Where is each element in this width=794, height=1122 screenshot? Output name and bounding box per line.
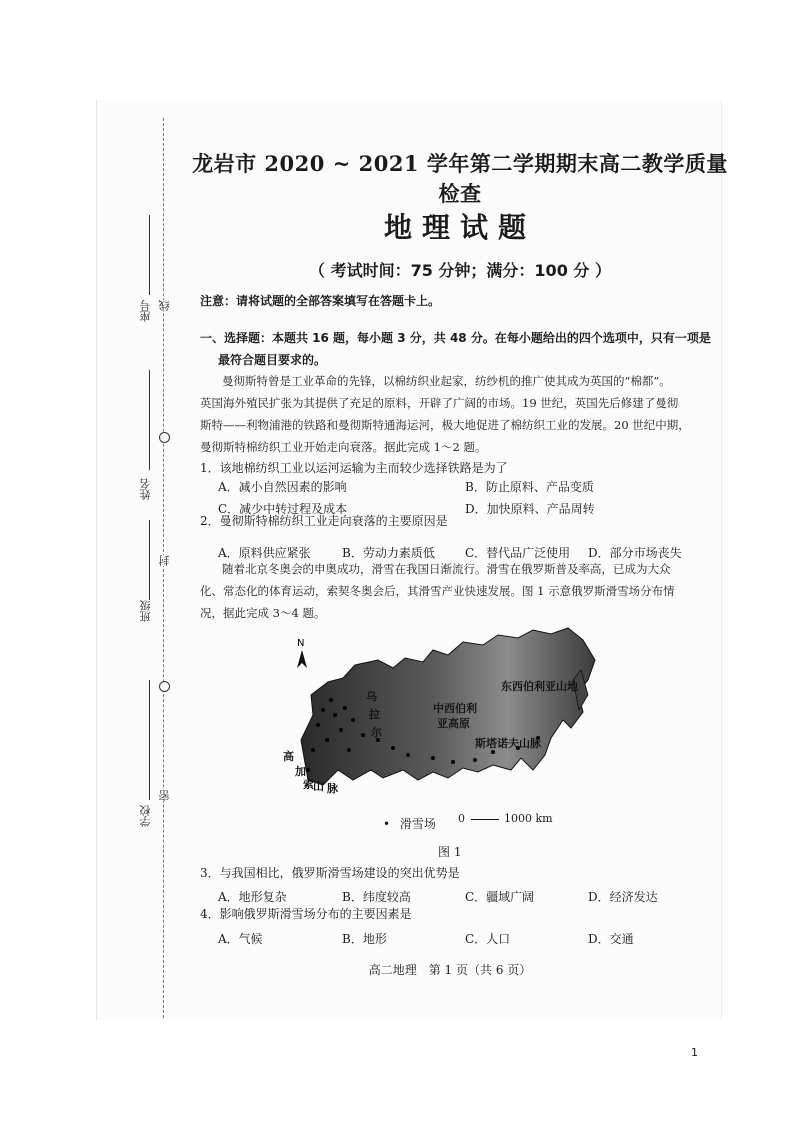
time-info: （ 考试时间：75 分钟；满分：100 分 ） — [309, 261, 611, 280]
q2-option-b: B．劳动力素质低 — [342, 546, 435, 560]
binding-hole-2 — [159, 681, 170, 692]
passage-2-line: 况，据此完成 3～4 题。 — [200, 606, 326, 620]
ski-resort-point — [339, 728, 343, 732]
label-central-siberian-2: 亚高原 — [437, 717, 470, 730]
north-label: N — [297, 638, 305, 649]
figure-caption: 图 1 — [438, 845, 462, 859]
passage-2-line: 随着北京冬奥会的申奥成功，滑雪在我国日渐流行。滑雪在俄罗斯普及率高，已成为大众 — [222, 562, 671, 576]
q3-option-b: B．纬度较高 — [342, 890, 411, 904]
subject-title: 地理试题 — [383, 211, 536, 244]
ski-resort-point — [351, 718, 355, 722]
ski-resort-legend-icon: • — [383, 817, 391, 831]
passage-2 — [200, 558, 720, 624]
map-legend — [383, 815, 436, 832]
q4-option-d: D．交通 — [588, 932, 634, 946]
label-ural-2: 拉 — [369, 708, 380, 721]
label-caucasus-shan: 山 — [313, 780, 324, 793]
label-stanovoy: 斯塔诺夫山脉 — [475, 737, 541, 750]
passage-2-line: 化、常态化的体育运动，索契冬奥会后，其滑雪产业快速发展。图 1 示意俄罗斯滑雪场分布情 — [200, 584, 675, 598]
school-underline — [149, 680, 150, 800]
label-caucasus-gao: 高 — [283, 750, 294, 763]
ski-resort-point — [316, 723, 320, 727]
q3-option-d: D．经济发达 — [588, 890, 658, 904]
class-underline — [149, 520, 150, 600]
q1-option-a: A．减小自然因素的影响 — [218, 480, 347, 494]
seal-mi: 密 — [158, 790, 171, 801]
ski-resort-point — [343, 706, 347, 710]
label-central-siberian-1: 中西伯利 — [433, 702, 477, 715]
passage-1 — [200, 370, 720, 458]
ski-resort-point — [333, 713, 337, 717]
notice: 注意：请将试题的全部答案填写在答题卡上。 — [200, 294, 441, 308]
label-ural-1: 乌 — [366, 690, 377, 703]
passage-1-line: 曼彻斯特棉纺织工业开始走向衰落。据此完成 1～2 题。 — [200, 440, 487, 454]
scale-line — [471, 819, 499, 820]
scale-zero: 0 — [458, 812, 465, 825]
ski-resort-point — [329, 698, 333, 702]
page-number: 1 — [691, 1046, 698, 1059]
label-caucasus-jia: 加 — [295, 765, 306, 778]
label-ural-3: 尔 — [371, 726, 382, 739]
ski-resort-point — [451, 760, 455, 764]
q1-option-d: D．加快原料、产品周转 — [465, 502, 595, 516]
ski-resort-point — [325, 738, 329, 742]
section-heading-line1: 一、选择题：本题共 16 题，每小题 3 分，共 48 分。在每小题给出的四个选项中，只有一项是 — [200, 331, 711, 345]
seat-label: 座号 — [139, 300, 152, 322]
ski-resort-point — [347, 748, 351, 752]
ski-resort-point — [311, 748, 315, 752]
binding-dashed-line — [163, 118, 164, 1018]
question-1-stem: 1．该地棉纺织工业以运河运输为主而较少选择铁路是为了 — [200, 461, 508, 475]
scale-km: 1000 km — [504, 812, 553, 825]
q3-option-c: C．疆域广阔 — [465, 890, 535, 904]
label-caucasus-suo: 索 — [303, 778, 314, 791]
q2-option-d: D．部分市场丧失 — [588, 546, 682, 560]
page-footer: 高二地理 第 1 页（共 6 页） — [368, 963, 532, 977]
ski-resort-point — [473, 758, 477, 762]
seal-xian: 线 — [158, 300, 171, 311]
label-caucasus-mai: 脉 — [327, 782, 338, 795]
passage-1-line: 曼彻斯特曾是工业革命的先锋，以棉纺织业起家，纺纱机的推广使其成为英国的“棉都”。 — [222, 374, 671, 388]
ski-resort-point — [431, 756, 435, 760]
binding-hole-1 — [159, 432, 170, 443]
section-heading — [200, 327, 720, 371]
class-label: 班级 — [139, 600, 152, 622]
question-3-stem: 3．与我国相比，俄罗斯滑雪场建设的突出优势是 — [200, 866, 460, 880]
passage-1-line: 斯特——利物浦港的铁路和曼彻斯特通海运河，极大地促进了棉纺织工业的发展。20 世纪中期， — [200, 418, 690, 432]
ski-resort-point — [306, 768, 310, 772]
ski-resort-legend-label: 滑雪场 — [399, 817, 436, 831]
question-4-stem: 4．影响俄罗斯滑雪场分布的主要因素是 — [200, 907, 412, 921]
q4-option-c: C．人口 — [465, 932, 511, 946]
question-2-stem: 2．曼彻斯特棉纺织工业走向衰落的主要原因是 — [200, 514, 448, 528]
q1-option-b: B．防止原料、产品变质 — [465, 480, 594, 494]
q4-option-a: A．气候 — [218, 932, 263, 946]
ski-resort-point — [361, 733, 365, 737]
seal-feng: 封 — [158, 555, 171, 566]
ski-resort-point — [491, 750, 495, 754]
russia-ski-resort-map — [283, 620, 603, 805]
q3-option-a: A．地形复杂 — [218, 890, 287, 904]
q2-option-a: A．原料供应紧张 — [218, 546, 311, 560]
school-label: 学校 — [139, 805, 152, 827]
passage-1-line: 英国海外殖民扩张为其提供了充足的原料，开辟了广阔的市场。19 世纪，英国先后修建了曼彻 — [200, 396, 679, 410]
ski-resort-point — [391, 746, 395, 750]
north-arrow-icon — [297, 638, 307, 668]
q2-option-c: C．替代品广泛使用 — [465, 546, 571, 560]
name-underline — [149, 370, 150, 470]
q1-option-c: C．减少中转过程及成本 — [218, 502, 348, 516]
exam-title: 龙岩市 2020 ~ 2021 学年第二学期期末高二教学质量检查 — [192, 151, 728, 206]
section-heading-line2: 最符合题目要求的。 — [218, 353, 327, 367]
ski-resort-point — [406, 753, 410, 757]
name-label: 姓名 — [139, 478, 152, 500]
seat-underline — [149, 215, 150, 295]
q4-option-b: B．地形 — [342, 932, 387, 946]
scale-bar — [458, 812, 553, 825]
ski-resort-point — [321, 708, 325, 712]
label-east-siberian: 东西伯利亚山地 — [501, 680, 578, 693]
